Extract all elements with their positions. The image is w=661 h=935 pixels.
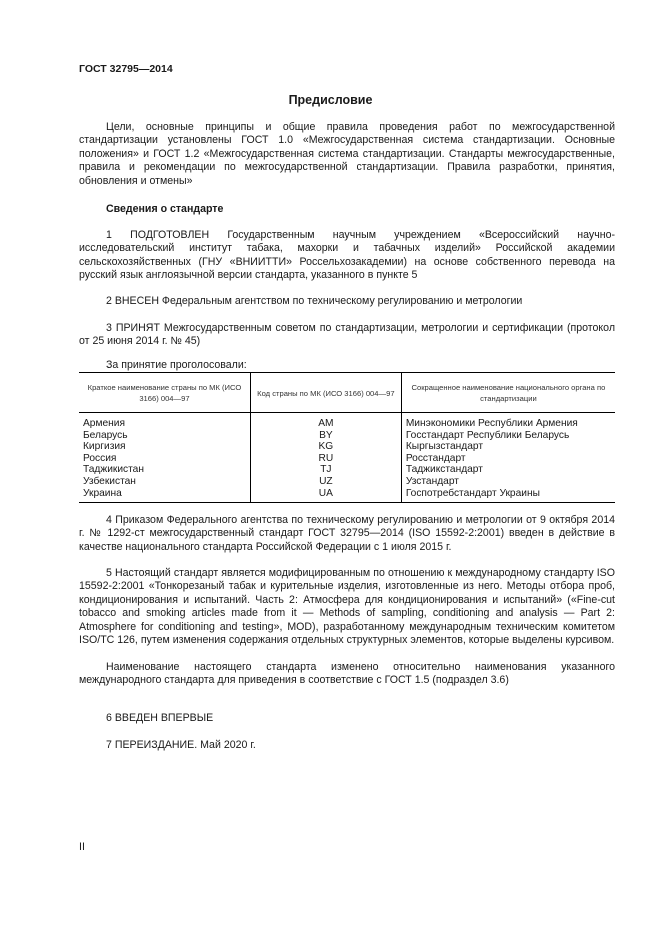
table-row: [79, 476, 615, 488]
column-header-code: Код страны по МК (ИСО 3166) 004—97: [250, 373, 401, 413]
country-cell: Киргизия: [83, 441, 126, 453]
item-5-paragraph: 5 Настоящий стандарт является модифицированным по отношению к международному стандарту ISO 15592-2:2001 «Тонкорезаный табак и курительные изделия, изготовленные из него. Методы отбора проб, кондиционирования и испытаний. Часть 2: Атмосфера для кондиционирования и испытаний» («Fine-cut tobacco and smoking articles made from it — Methods of sampling, conditioning and analysis — Part 2: Atmosphere for conditioning and testing», MOD), разработанному международным техническим комитетом ISO/TC 126, путем изменения содержания отдельных структурных элементов, которые выделены курсивом.: [79, 567, 615, 647]
page-title: Предисловие: [288, 93, 373, 107]
country-cell: Таджикистан: [83, 464, 144, 476]
body-cell: Кыргызстандарт: [401, 441, 615, 453]
body-cell: Узстандарт: [401, 476, 615, 488]
item-4-paragraph: 4 Приказом Федерального агентства по техническому регулированию и метрологии от 9 октября 2014 г. № 1292-ст межгосударственный стандарт ГОСТ 32795—2014 (ISO 15592-2:2001) введен в действие в качестве национального стандарта Российской Федерации с 1 июля 2015 г.: [79, 514, 615, 553]
item-2-paragraph: 2 ВНЕСЕН Федеральным агентством по техническому регулированию и метрологии: [106, 295, 523, 307]
code-cell: AM: [250, 413, 401, 430]
code-cell: UA: [250, 488, 401, 503]
body-cell: Госпотребстандарт Украины: [401, 488, 615, 503]
country-cell: Армения: [83, 418, 125, 429]
table-row: [79, 488, 615, 503]
body-cell: Госстандарт Республики Беларусь: [401, 430, 615, 442]
body-cell: Таджикстандарт: [401, 464, 615, 476]
country-cell: Беларусь: [83, 429, 128, 441]
table-row: [79, 453, 615, 465]
vote-caption: За принятие проголосовали:: [106, 359, 247, 371]
page-number: II: [79, 841, 85, 853]
voting-table: [79, 372, 615, 503]
item-7-paragraph: 7 ПЕРЕИЗДАНИЕ. Май 2020 г.: [106, 739, 256, 751]
table-row: [79, 413, 615, 430]
table-header-row: [79, 373, 615, 413]
item-5-note-paragraph: Наименование настоящего стандарта изменено относительно наименования указанного международного стандарта для приведения в соответствие с ГОСТ 1.5 (подраздел 3.6): [79, 661, 615, 687]
item-6-paragraph: 6 ВВЕДЕН ВПЕРВЫЕ: [106, 712, 214, 724]
country-cell: Украина: [79, 488, 250, 503]
code-cell: RU: [250, 453, 401, 465]
column-header-body: Сокращенное наименование национального органа по стандартизации: [401, 373, 615, 413]
table-row: [79, 430, 615, 442]
standard-code-header: ГОСТ 32795—2014: [79, 63, 173, 75]
body-cell: Минэкономики Республики Армения: [401, 413, 615, 430]
table-row: [79, 441, 615, 453]
item-1-paragraph: 1 ПОДГОТОВЛЕН Государственным научным учреждением «Всероссийский научно-исследовательский институт табака, махорки и табачных изделий» Российской академии сельскохозяйственных (ГНУ «ВНИИТТИ» Россельхозакадемии) на основе собственного перевода на русский язык англоязычной версии стандарта, указанного в пункте 5: [79, 229, 615, 282]
code-cell: KG: [250, 441, 401, 453]
table-row: [79, 464, 615, 476]
code-cell: BY: [250, 430, 401, 442]
column-header-country: Краткое наименование страны по МК (ИСО 3166) 004—97: [79, 373, 250, 413]
code-cell: UZ: [250, 476, 401, 488]
country-cell: Россия: [83, 452, 117, 464]
intro-paragraph: Цели, основные принципы и общие правила проведения работ по межгосударственной стандартизации установлены ГОСТ 1.0 «Межгосударственная система стандартизации. Основные положения» и ГОСТ 1.2 «Межгосударственная система стандартизации. Стандарты межгосударственные, правила и рекомендации по межгосударственной стандартизации. Правила разработки, принятия, обновления и отмены»: [79, 121, 615, 187]
standard-info-heading: Сведения о стандарте: [106, 203, 224, 215]
code-cell: TJ: [250, 464, 401, 476]
body-cell: Росстандарт: [401, 453, 615, 465]
item-3-paragraph: 3 ПРИНЯТ Межгосударственным советом по стандартизации, метрологии и сертификации (протокол от 25 июня 2014 г. № 45): [79, 322, 615, 348]
country-cell: Узбекистан: [83, 475, 136, 487]
